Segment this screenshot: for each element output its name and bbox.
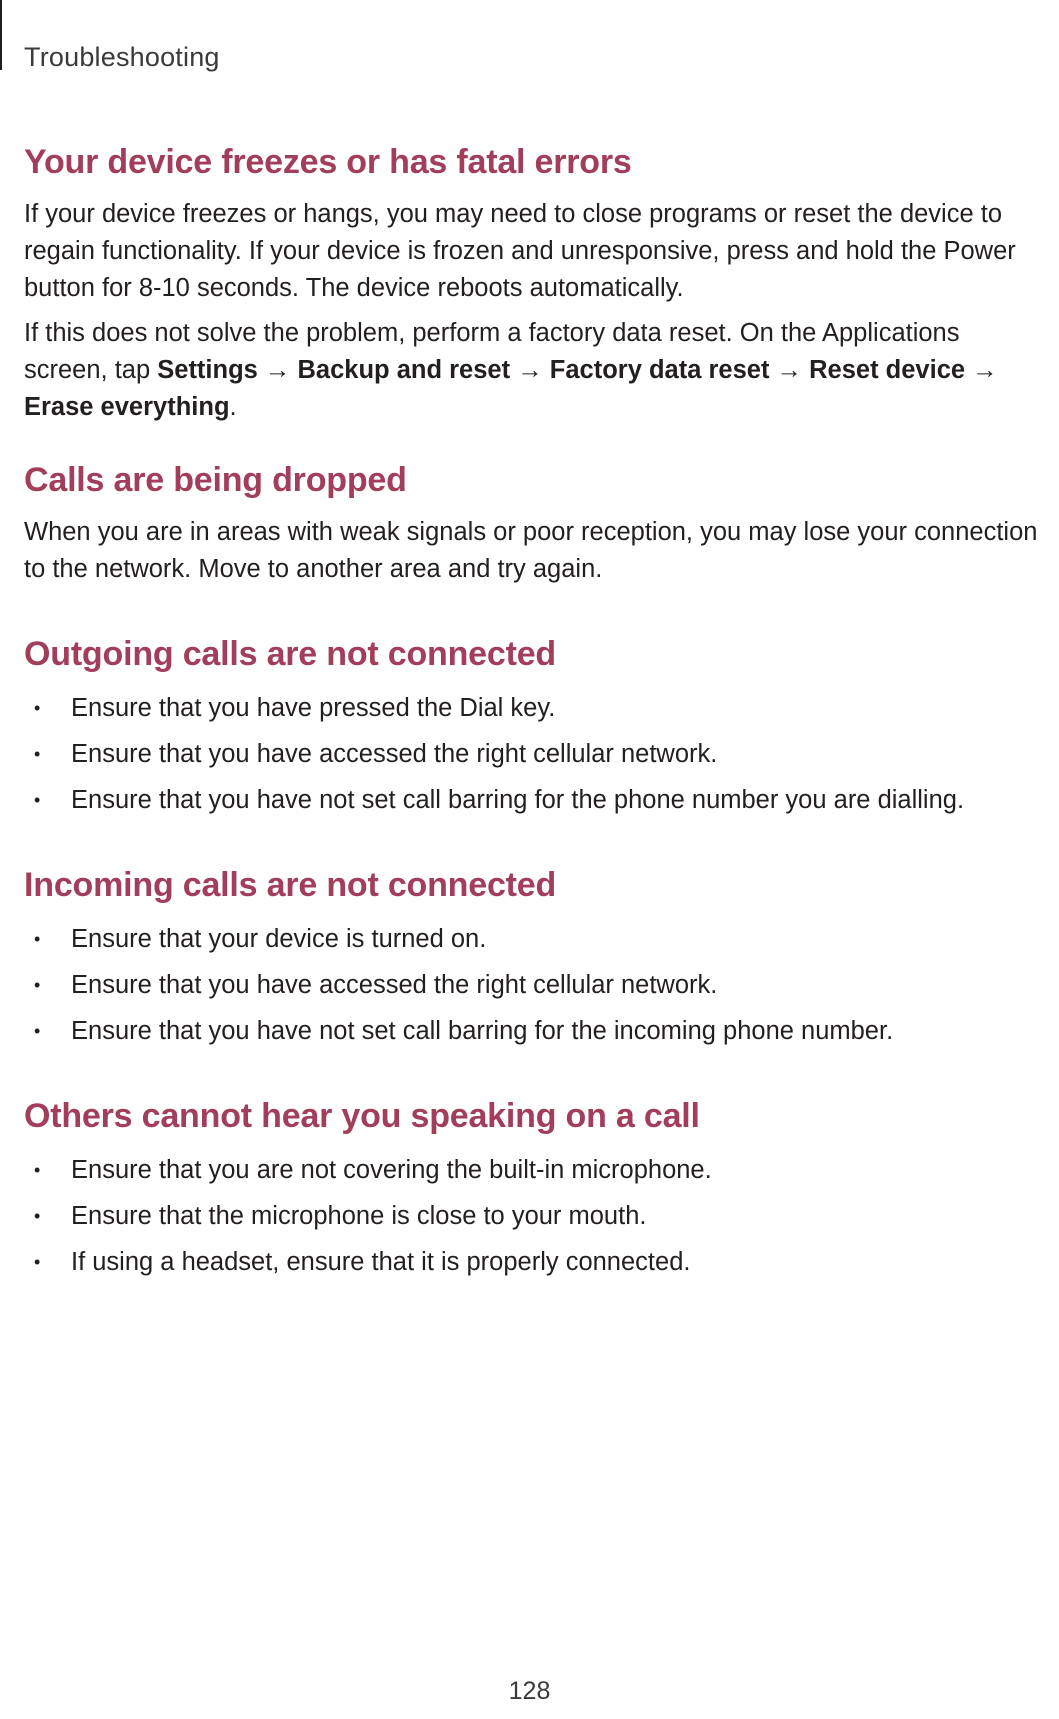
arrow-glyph: → — [257, 356, 298, 384]
section-outgoing-calls — [24, 632, 1044, 819]
list-item-text: Ensure that you have accessed the right cellular network. — [71, 971, 718, 999]
list-item — [24, 1244, 1044, 1281]
section-calls-dropped — [24, 458, 1044, 588]
arrow-glyph: → — [965, 356, 998, 384]
path-step-factory-data-reset: Factory data reset — [549, 356, 770, 384]
list-item — [24, 1152, 1044, 1189]
list-item-text: Ensure that you are not covering the built-in microphone. — [71, 1156, 712, 1184]
arrow-glyph: → — [510, 356, 550, 384]
list-item — [24, 1198, 1044, 1235]
section-heading: Calls are being dropped — [24, 461, 407, 499]
section-others-cannot-hear — [24, 1094, 1044, 1281]
list-item — [24, 782, 1044, 819]
list-item — [24, 690, 1044, 727]
list-item-text: Ensure that you have not set call barring for the incoming phone number. — [71, 1017, 894, 1045]
page-number: 128 — [508, 1677, 551, 1705]
list-item — [24, 736, 1044, 773]
section-incoming-calls — [24, 863, 1044, 1050]
bullet-dot-icon: • — [34, 929, 41, 949]
body-paragraph: If your device freezes or hangs, you may need to close programs or reset the device to regain functionality. If your device is frozen and unresponsive, press and hold the Power button for 8-10 seconds. The device reboots automatically. — [24, 200, 1016, 302]
bullet-list — [24, 921, 1044, 1050]
bullet-dot-icon: • — [34, 1160, 41, 1180]
list-item — [24, 967, 1044, 1004]
settings-path-paragraph — [24, 315, 1044, 426]
list-item-text: Ensure that you have not set call barring for the phone number you are dialling. — [71, 786, 965, 814]
path-step-backup-and-reset: Backup and reset — [297, 356, 511, 384]
bullet-list — [24, 1152, 1044, 1281]
path-step-settings: Settings — [157, 356, 258, 384]
path-intro: If this does not solve the problem, perform a factory data reset. On the Applications screen, tap — [24, 319, 960, 384]
page-edge-rule — [0, 0, 2, 70]
list-item — [24, 921, 1044, 958]
section-device-freezes — [24, 140, 1044, 426]
bullet-dot-icon: • — [34, 975, 41, 995]
running-header: Troubleshooting — [24, 42, 220, 72]
body-paragraph: When you are in areas with weak signals or poor reception, you may lose your connection to the network. Move to another area and try again. — [24, 518, 1038, 583]
section-heading: Outgoing calls are not connected — [24, 635, 557, 673]
bullet-list — [24, 690, 1044, 819]
list-item-text: If using a headset, ensure that it is properly connected. — [71, 1248, 691, 1276]
section-heading: Your device freezes or has fatal errors — [24, 143, 632, 181]
bullet-dot-icon: • — [34, 790, 41, 810]
page-content — [24, 140, 1044, 1325]
bullet-dot-icon: • — [34, 1021, 41, 1041]
section-heading: Incoming calls are not connected — [24, 866, 557, 904]
path-end: . — [229, 393, 237, 421]
path-step-erase-everything: Erase everything — [24, 393, 230, 421]
arrow-glyph: → — [769, 356, 810, 384]
list-item — [24, 1013, 1044, 1050]
bullet-dot-icon: • — [34, 1206, 41, 1226]
path-step-reset-device: Reset device — [809, 356, 966, 384]
list-item-text: Ensure that you have accessed the right cellular network. — [71, 740, 718, 768]
section-heading: Others cannot hear you speaking on a call — [24, 1097, 700, 1135]
bullet-dot-icon: • — [34, 744, 41, 764]
list-item-text: Ensure that the microphone is close to your mouth. — [71, 1202, 647, 1230]
list-item-text: Ensure that you have pressed the Dial key. — [71, 694, 556, 722]
list-item-text: Ensure that your device is turned on. — [71, 925, 487, 953]
bullet-dot-icon: • — [34, 698, 41, 718]
bullet-dot-icon: • — [34, 1252, 41, 1272]
